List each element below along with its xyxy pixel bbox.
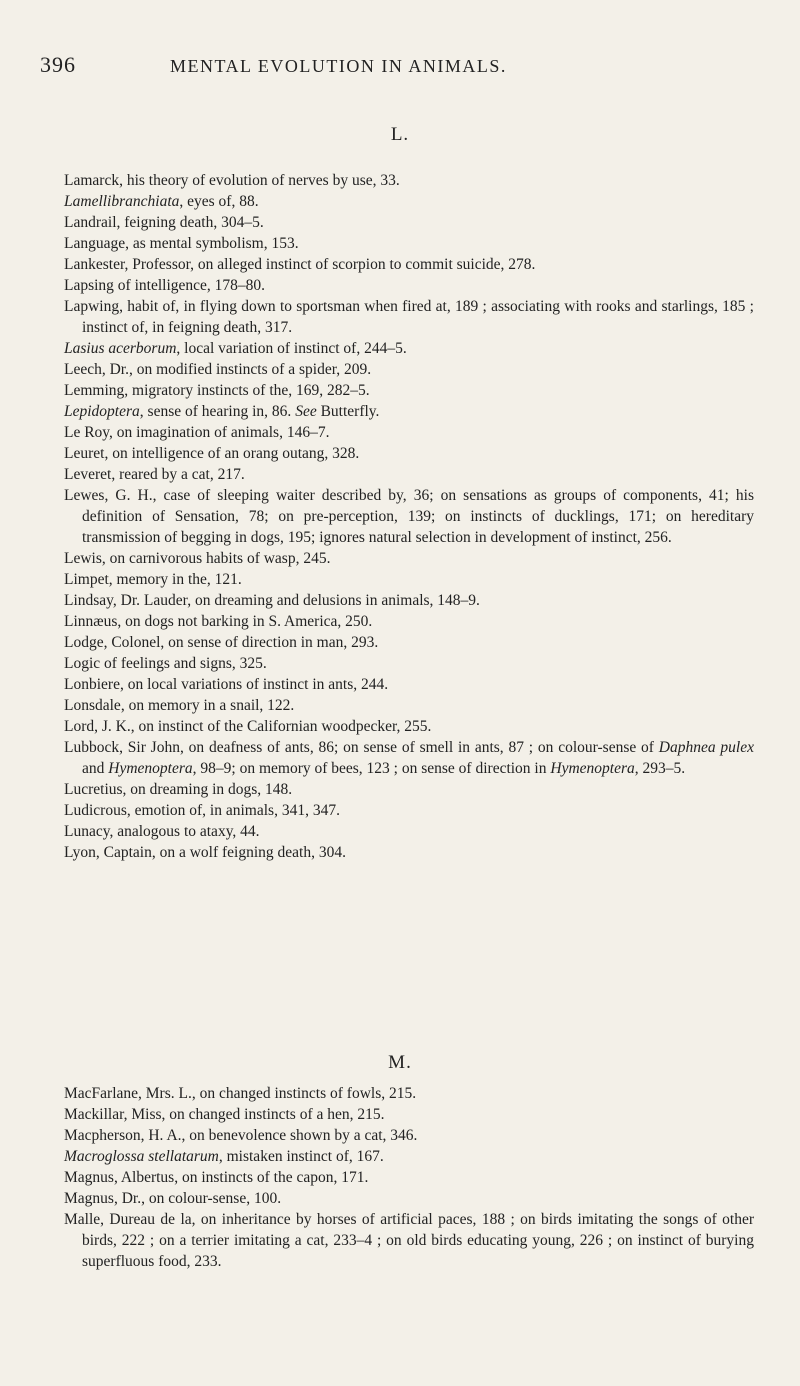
entry-text: Leech, Dr., on modified instincts of a spider, 209.: [64, 361, 372, 378]
index-entry: [64, 359, 754, 380]
entry-text: Limpet, memory in the, 121.: [64, 571, 242, 588]
entry-text: Magnus, Dr., on colour-sense, 100.: [64, 1190, 282, 1207]
entry-text: Lodge, Colonel, on sense of direction in man, 293.: [64, 634, 379, 651]
entry-text: Hymenoptera: [108, 760, 193, 777]
entry-text: Linnæus, on dogs not barking in S. America, 250.: [64, 613, 373, 630]
index-entry: [64, 485, 754, 548]
entry-text: Lamarck, his theory of evolution of nerves by use, 33.: [64, 172, 400, 189]
section-letter-l: L.: [390, 124, 410, 145]
entry-text: Magnus, Albertus, on instincts of the capon, 171.: [64, 1169, 369, 1186]
index-entry: [64, 695, 754, 716]
entry-text: Lindsay, Dr. Lauder, on dreaming and delusions in animals, 148–9.: [64, 592, 480, 609]
index-entry: [64, 821, 754, 842]
entry-text: Landrail, feigning death, 304–5.: [64, 214, 264, 231]
entry-text: Lemming, migratory instincts of the, 169, 282–5.: [64, 382, 370, 399]
index-entry: [64, 590, 754, 611]
index-entry: [64, 1125, 754, 1146]
entry-text: , local variation of instinct of, 244–5.: [176, 340, 407, 357]
index-entry: [64, 674, 754, 695]
index-entry: [64, 1104, 754, 1125]
entry-text: Macroglossa stellatarum: [64, 1148, 219, 1165]
index-entry: [64, 1209, 754, 1272]
entry-text: Lewis, on carnivorous habits of wasp, 245.: [64, 550, 331, 567]
index-entry: [64, 296, 754, 338]
entry-text: Language, as mental symbolism, 153.: [64, 235, 299, 252]
index-entry: [64, 1083, 754, 1104]
entry-text: Lunacy, analogous to ataxy, 44.: [64, 823, 260, 840]
entry-text: Lonsdale, on memory in a snail, 122.: [64, 697, 295, 714]
entry-text: MacFarlane, Mrs. L., on changed instincts of fowls, 215.: [64, 1085, 417, 1102]
index-entry: [64, 1146, 754, 1167]
entry-text: Lepidoptera: [64, 403, 140, 420]
entry-text: Malle, Dureau de la, on inheritance by horses of artificial paces, 188 ; on birds imitating the songs of other birds, 222 ; on a terrier imitating a cat, 233–4 ; on old birds educating young, 226 ; on instinct of burying superfluous food, 233.: [64, 1211, 754, 1270]
index-entry: [64, 443, 754, 464]
index-entries-l: [64, 170, 754, 863]
index-entry: [64, 1167, 754, 1188]
entry-text: , 98–9; on memory of bees, 123 ; on sense of direction in: [192, 760, 551, 777]
index-entry: [64, 275, 754, 296]
running-title: MENTAL EVOLUTION IN ANIMALS.: [170, 56, 507, 76]
index-entry: [64, 800, 754, 821]
entry-text: Butterfly.: [316, 403, 380, 420]
index-entry: [64, 716, 754, 737]
entry-text: Hymenoptera: [550, 760, 635, 777]
entry-text: Mackillar, Miss, on changed instincts of a hen, 215.: [64, 1106, 385, 1123]
entry-text: Lapwing, habit of, in flying down to sportsman when fired at, 189 ; associating with rooks and starlings, 185 ; instinct of, in feigning death, 317.: [64, 298, 754, 336]
page-number: 396: [40, 52, 76, 77]
entry-text: Logic of feelings and signs, 325.: [64, 655, 267, 672]
entry-text: Lubbock, Sir John, on deafness of ants, 86; on sense of smell in ants, 87 ; on colour-sense of: [64, 739, 659, 756]
index-entry: [64, 842, 754, 863]
index-entry: [64, 737, 754, 779]
index-entry: [64, 632, 754, 653]
entry-text: , 293–5.: [634, 760, 686, 777]
entry-text: Lyon, Captain, on a wolf feigning death, 304.: [64, 844, 346, 861]
entry-text: Le Roy, on imagination of animals, 146–7.: [64, 424, 330, 441]
index-entry: [64, 569, 754, 590]
index-entry: [64, 380, 754, 401]
entry-text: , mistaken instinct of, 167.: [218, 1148, 384, 1165]
page-header: [40, 52, 770, 82]
index-entry: [64, 191, 754, 212]
entry-text: Lasius acerborum: [64, 340, 177, 357]
index-entry: [64, 170, 754, 191]
entry-text: Lapsing of intelligence, 178–80.: [64, 277, 266, 294]
index-entry: [64, 233, 754, 254]
index-entry: [64, 548, 754, 569]
index-entry: [64, 653, 754, 674]
index-entry: [64, 422, 754, 443]
entry-text: Lord, J. K., on instinct of the Californian woodpecker, 255.: [64, 718, 432, 735]
index-entry: [64, 464, 754, 485]
index-entry: [64, 1188, 754, 1209]
entry-text: Lamellibranchiata: [64, 193, 180, 210]
entry-text: See: [295, 403, 317, 420]
entry-text: Lankester, Professor, on alleged instinct of scorpion to commit suicide, 278.: [64, 256, 536, 273]
entry-text: Leuret, on intelligence of an orang outang, 328.: [64, 445, 360, 462]
section-letter-m: M.: [388, 1052, 412, 1073]
index-entries-m: [64, 1083, 754, 1272]
entry-text: Daphnea pulex: [658, 739, 754, 756]
entry-text: , sense of hearing in, 86.: [139, 403, 296, 420]
entry-text: Lonbiere, on local variations of instinct in ants, 244.: [64, 676, 389, 693]
index-entry: [64, 338, 754, 359]
index-entry: [64, 254, 754, 275]
entry-text: Lucretius, on dreaming in dogs, 148.: [64, 781, 293, 798]
entry-text: Ludicrous, emotion of, in animals, 341, 347.: [64, 802, 340, 819]
index-entry: [64, 611, 754, 632]
entry-text: , eyes of, 88.: [179, 193, 259, 210]
index-entry: [64, 212, 754, 233]
entry-text: Macpherson, H. A., on benevolence shown by a cat, 346.: [64, 1127, 418, 1144]
entry-text: Lewes, G. H., case of sleeping waiter described by, 36; on sensations as groups of components, 41; his definition of Sensation, 78; on pre-perception, 139; on instincts of ducklings, 171; on hereditary transmission of begging in dogs, 195; ignores natural selection in development of instinct, 256.: [64, 487, 754, 546]
entry-text: Leveret, reared by a cat, 217.: [64, 466, 245, 483]
entry-text: and: [82, 760, 109, 777]
index-entry: [64, 401, 754, 422]
index-entry: [64, 779, 754, 800]
